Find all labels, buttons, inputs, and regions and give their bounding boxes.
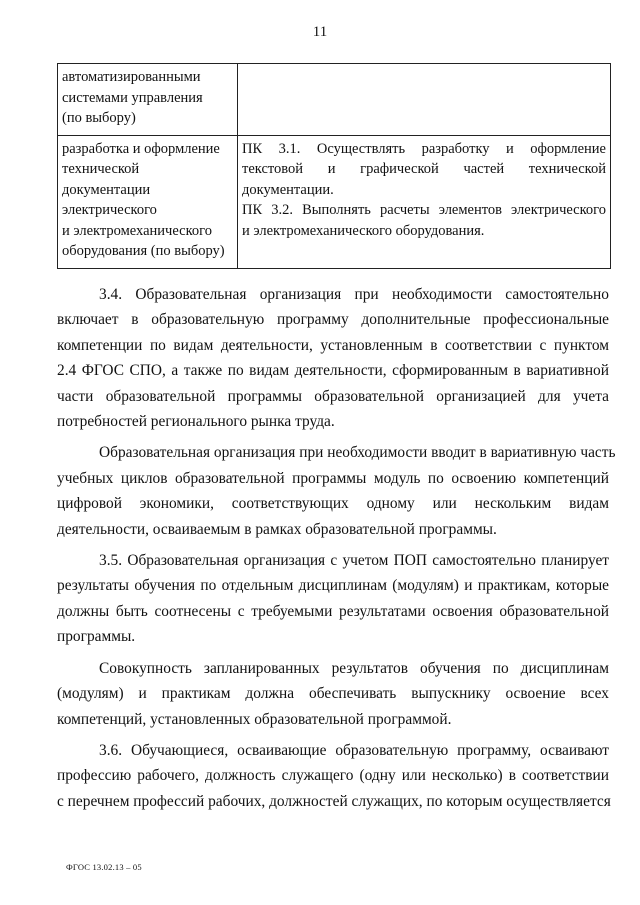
cell-text-line: оборудования (по выбору) — [62, 243, 225, 259]
cell-text-line: электрического — [62, 202, 157, 218]
text-line: Образовательная организация при необходимости вводит в вариативную часть — [99, 444, 616, 462]
cell-text-line: текстовой и графической частей технической — [242, 161, 606, 177]
text-line: части образовательной программы образовательной организацией для учета — [57, 387, 609, 405]
text-line: Совокупность запланированных результатов обучения по дисциплинам — [99, 659, 609, 677]
table-cell-activity — [58, 135, 238, 268]
competency-table — [57, 63, 611, 269]
text-line: (модулям) и практикам должна обеспечивать выпускнику освоение всех — [57, 685, 609, 703]
text-line: компетенций, установленных образовательной программой. — [57, 710, 452, 728]
text-line: деятельности, осваиваемым в рамках образовательной программы. — [57, 520, 497, 538]
table-row — [58, 64, 611, 136]
paragraph — [57, 656, 609, 732]
text-line: 3.4. Образовательная организация при необходимости самостоятельно — [99, 286, 609, 303]
cell-text-line: и электромеханического — [62, 222, 212, 239]
text-line: 3.6. Обучающиеся, осваивающие образовательную программу, осваивают — [99, 741, 609, 759]
cell-text-line: документации — [62, 181, 151, 198]
text-line: программы. — [57, 628, 136, 646]
table-cell-competencies — [238, 64, 611, 136]
text-line: учебных циклов образовательной программы модуль по освоению компетенций — [57, 469, 609, 487]
table-cell-activity — [58, 64, 238, 136]
text-line: результаты обучения по отдельным дисциплинам (модулям) и практикам, которые — [57, 577, 609, 595]
text-line: 2.4 ФГОС СПО, а также по видам деятельности, сформированным в вариативной — [57, 362, 609, 380]
footer-code: ФГОС 13.02.13 – 05 — [66, 862, 142, 872]
text-line: профессию рабочего, должность служащего (одну или несколько) в соответствии — [57, 767, 609, 785]
text-line: 3.5. Образовательная организация с учетом ПОП самостоятельно планирует — [99, 552, 609, 570]
cell-text-line: (по выбору) — [62, 110, 136, 126]
table-cell-competencies — [238, 135, 611, 268]
text-line: должны быть соотнесены с требуемыми результатами освоения образовательной — [57, 602, 609, 620]
cell-text-line: автоматизированными — [62, 69, 201, 85]
cell-text-line: системами управления — [62, 89, 203, 106]
paragraph — [57, 738, 609, 814]
cell-text-line: разработка и оформление — [62, 140, 220, 157]
paragraph — [57, 282, 609, 434]
text-line: потребностей регионального рынка труда. — [57, 413, 335, 431]
text-line: включает в образовательную программу дополнительные профессиональные — [57, 311, 609, 329]
cell-text-line: ПК 3.1. Осуществлять разработку и оформление — [242, 140, 606, 157]
body-text — [57, 282, 616, 814]
cell-text-line: и электромеханического оборудования. — [242, 222, 485, 239]
paragraph — [57, 548, 609, 650]
text-line: с перечнем профессий рабочих, должностей служащих, по которым осуществляется — [57, 792, 611, 810]
cell-text-line: ПК 3.2. Выполнять расчеты элементов электрического — [242, 202, 606, 218]
cell-text-line: документации. — [242, 181, 334, 198]
paragraph — [57, 440, 616, 542]
text-line: цифровой экономики, соответствующих одному или нескольким видам — [57, 495, 609, 513]
text-line: компетенции по видам деятельности, установленным в соответствии с пунктом — [57, 336, 609, 354]
table-row — [58, 135, 611, 268]
cell-text-line: технической — [62, 161, 140, 177]
page-number: 11 — [312, 24, 328, 40]
